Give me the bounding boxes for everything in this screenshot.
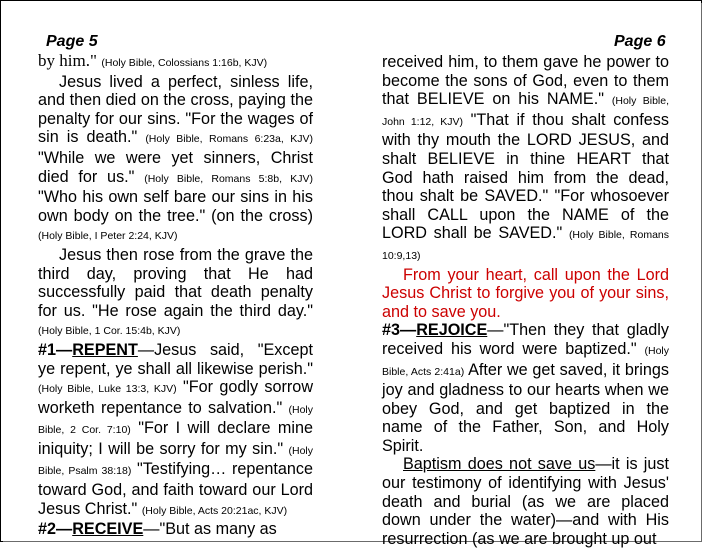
scripture-reference: (Holy Bible, Romans 6:23a, KJV) [145, 133, 314, 146]
right-page-column [382, 53, 669, 548]
paragraph-baptism [382, 455, 669, 548]
scripture-reference: (Holy Bible, I Peter 2:24, KJV) [38, 230, 178, 243]
step-keyword-rejoice: REJOICE [416, 321, 488, 340]
verse-text: received him, to them gave he power to become the sons of God, even to them that BELIEVE on his NAME." [382, 53, 669, 109]
step-number: #2— [38, 520, 73, 539]
paragraph-receive [38, 520, 313, 539]
verse-text: "That if thou shalt confess with thy mouth the LORD JESUS, and shalt BELIEVE in thine HEART that God hath raised him from the dead, thou shalt be SAVED." "For whosoever shall CALL upon the NAME of the LORD shall be SAVED." [382, 110, 669, 243]
paragraph-repent [38, 341, 313, 520]
scripture-reference: (Holy Bible, Colossians 1:16b, KJV) [101, 57, 268, 69]
page-number-left: Page 5 [46, 33, 98, 50]
paragraph-rose-again [38, 246, 313, 341]
emphasis-text: From your heart, call upon the Lord Jesus Christ to forgive you of your sins, and to save you. [382, 265, 669, 321]
step-number: #1— [38, 340, 73, 359]
scripture-reference: (Holy Bible, Acts 2:41a) [382, 344, 669, 378]
step-number: #3— [382, 321, 417, 340]
left-page-column [38, 34, 313, 539]
verse-text: "For I will declare mine iniquity; I will be sorry for my sin." [38, 419, 314, 458]
paragraph-jesus-lived [38, 73, 313, 246]
verse-text: "While we were yet sinners, Christ died for us." [38, 148, 313, 186]
scripture-reference: (Holy Bible, Romans 5:8b, KJV) [144, 172, 313, 185]
scripture-reference: (Holy Bible, John 1:12, KJV) [382, 95, 669, 128]
body-text: Jesus lived a perfect, sinless life, and then died on the cross, paying the penalty for our sins. "For the wages of sin is death." [38, 72, 313, 147]
verse-text: —"Then they that gladly received his word were baptized." [382, 321, 669, 358]
scripture-reference: (Holy Bible, 2 Cor. 7:10) [38, 403, 313, 437]
step-keyword-repent: REPENT [72, 340, 138, 359]
scripture-reference: (Holy Bible, Romans 10:9,13) [382, 229, 670, 262]
scripture-reference: (Holy Bible, Psalm 38:18) [38, 444, 313, 478]
body-text: —it is just our testimony of identifying with Jesus' death and burial (as we are placed down under the water)—and with His resurrection (as we are brought up out [382, 455, 669, 548]
paragraph-by-him [38, 34, 313, 73]
body-text: After we get saved, it brings joy and gladness to our hearts when we obey God, and get baptized in the name of the Father, Son, and Holy Spirit. [382, 360, 670, 455]
paragraph-call-upon-lord [382, 266, 669, 322]
scripture-reference: (Holy Bible, Acts 20:21ac, KJV) [141, 504, 288, 517]
verse-text: "Testifying… repentance toward God, and faith toward our Lord Jesus Christ." [38, 460, 313, 518]
scripture-reference: (Holy Bible, Luke 13:3, KJV) [38, 383, 177, 396]
body-text: —Jesus said, "Except ye repent, ye shall all likewise perish." [38, 340, 313, 378]
body-text: —"But as many as [143, 520, 277, 539]
verse-text: "For godly sorrow worketh repentance to salvation." [38, 378, 314, 417]
baptism-heading: Baptism does not save us [403, 455, 596, 474]
body-text: Jesus then rose from the grave the third day, proving that He had successfully paid that death penalty for us. "He rose again the third day." [38, 245, 313, 320]
step-keyword-receive: RECEIVE [72, 520, 144, 539]
verse-text: "Who his own self bare our sins in his own body on the tree." (on the cross) [38, 188, 313, 225]
scripture-reference: (Holy Bible, 1 Cor. 15:4b, KJV) [38, 325, 181, 338]
page-number-right: Page 6 [614, 33, 666, 50]
verse-text: by him." [38, 51, 97, 70]
paragraph-received-him [382, 53, 669, 266]
paragraph-rejoice [382, 321, 669, 455]
